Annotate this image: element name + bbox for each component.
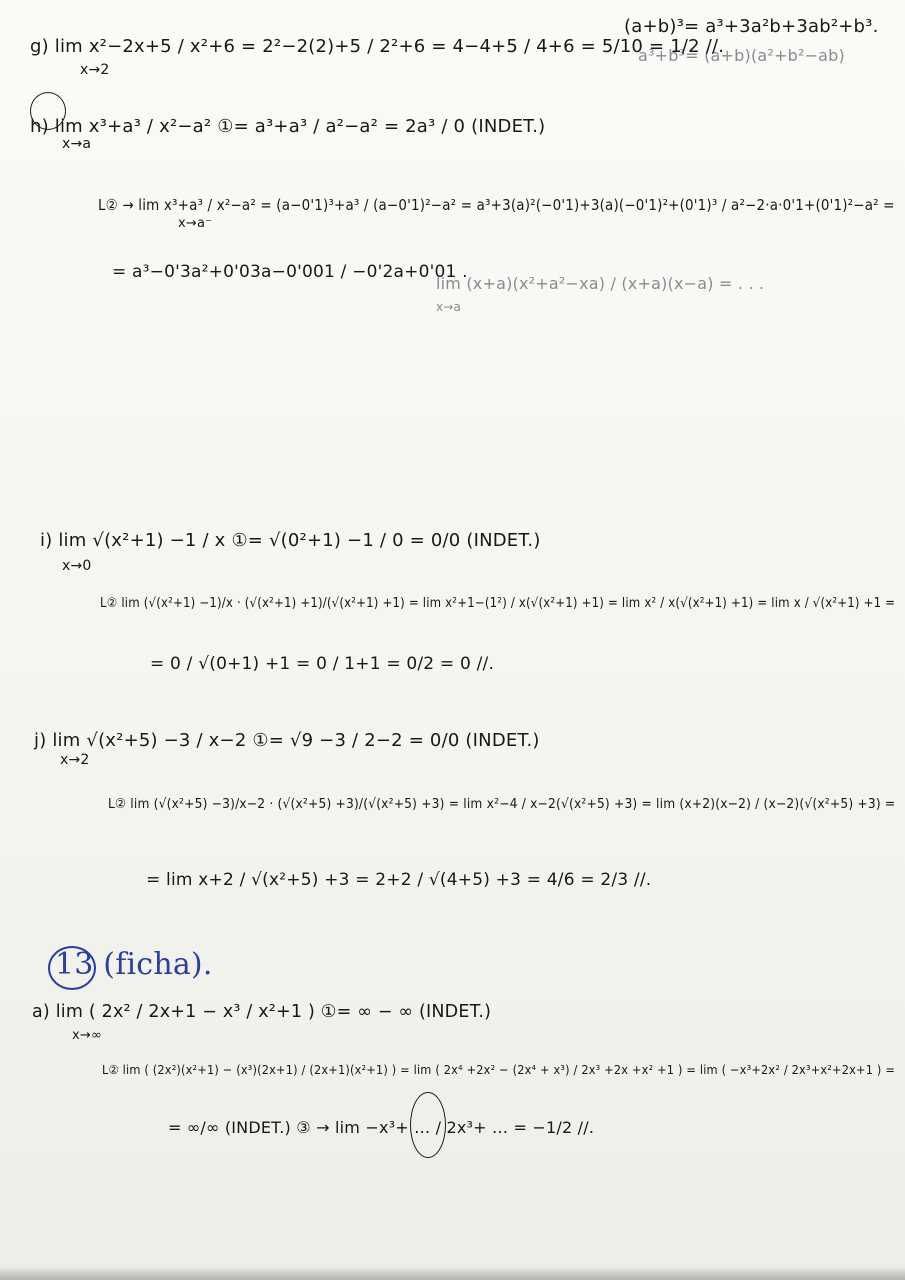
sum-of-cubes-formula: a³+b³= (a+b)(a²+b²−ab) [638, 46, 845, 65]
exercise-j-line1: j) lim √(x²+5) −3 / x−2 ①= √9 −3 / 2−2 = 0/0 (INDET.) [34, 730, 540, 751]
section-13-title: 13 (ficha). [55, 947, 213, 982]
exercise-i-line2: L② lim (√(x²+1) −1)/x · (√(x²+1) +1)/(√(x²+1) +1) = lim x²+1−(1²) / x(√(x²+1) +1) = lim x² / x(√(x²+1) +1) = lim x / √(x²+1) +1 = [100, 596, 896, 611]
leading-terms-circle [410, 1092, 446, 1158]
exercise-i-line3: = 0 / √(0+1) +1 = 0 / 1+1 = 0/2 = 0 //. [150, 654, 495, 674]
exercise-h-circle [30, 92, 66, 130]
exercise-h-subscript2: x→a⁻ [178, 216, 213, 231]
exercise-g-line: g) lim x²−2x+5 / x²+6 = 2²−2(2)+5 / 2²+6 = 4−4+5 / 4+6 = 5/10 = 1/2 //. [30, 36, 725, 57]
page-bottom-shadow [0, 1266, 905, 1280]
exercise-13a-line2: L② lim ( (2x²)(x²+1) − (x³)(2x+1) / (2x+1)(x²+1) ) = lim ( 2x⁴ +2x² − (2x⁴ + x³) / 2x³ +2x +x² +1 ) = lim ( −x³+2x² / 2x³+x²+2x+1 ) = [102, 1062, 896, 1077]
exercise-h-subscript: x→a [62, 136, 92, 152]
exercise-i-line1: i) lim √(x²+1) −1 / x ①= √(0²+1) −1 / 0 = 0/0 (INDET.) [40, 530, 541, 551]
exercise-13a-subscript: x→∞ [72, 1028, 103, 1043]
exercise-h-line2: L② → lim x³+a³ / x²−a² = (a−0'1)³+a³ / (a−0'1)²−a² = a³+3(a)²(−0'1)+3(a)(−0'1)²+(0'1)³ / a²−2·a·0'1+(0'1)²−a² = [98, 196, 895, 214]
exercise-j-subscript: x→2 [60, 752, 90, 768]
exercise-h-line3: = a³−0'3a²+0'03a−0'001 / −0'2a+0'01 . [112, 262, 468, 282]
exercise-i-subscript: x→0 [62, 558, 92, 574]
exercise-j-line2: L② lim (√(x²+5) −3)/x−2 · (√(x²+5) +3)/(√(x²+5) +3) = lim x²−4 / x−2(√(x²+5) +3) = lim (x+2)(x−2) / (x−2)(√(x²+5) +3) = [108, 796, 896, 812]
exercise-h-aside-subscript: x→a [436, 300, 462, 314]
exercise-13a-line3: = ∞/∞ (INDET.) ③ → lim −x³+ … / 2x³+ … = −1/2 //. [168, 1118, 595, 1137]
cube-expansion-formula: (a+b)³= a³+3a²b+3ab²+b³. [624, 16, 879, 37]
exercise-13a-line1: a) lim ( 2x² / 2x+1 − x³ / x²+1 ) ①= ∞ − ∞ (INDET.) [32, 1002, 492, 1022]
exercise-h-line1: h) lim x³+a³ / x²−a² ①= a³+a³ / a²−a² = 2a³ / 0 (INDET.) [30, 116, 546, 137]
exercise-j-line3: = lim x+2 / √(x²+5) +3 = 2+2 / √(4+5) +3 = 4/6 = 2/3 //. [146, 870, 652, 890]
exercise-h-aside: lim (x+a)(x²+a²−xa) / (x+a)(x−a) = . . . [436, 274, 765, 293]
exercise-g-subscript: x→2 [80, 62, 110, 78]
